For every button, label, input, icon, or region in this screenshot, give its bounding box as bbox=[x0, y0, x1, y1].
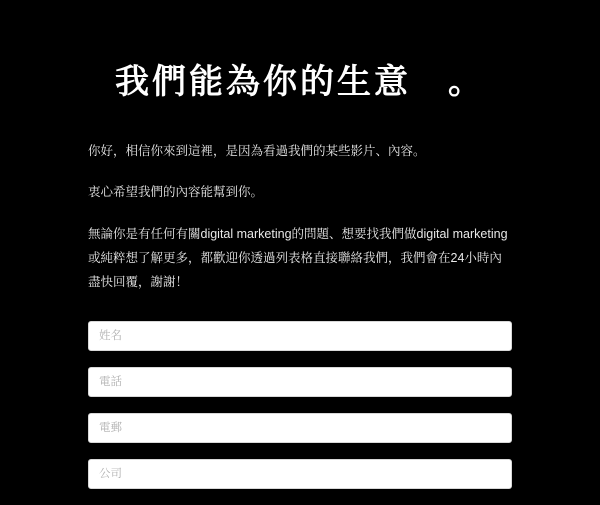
page-content bbox=[88, 0, 512, 505]
intro-paragraph-3: 無論你是有任何有關digital marketing的問題、想要找我們做digital marketing或純粹想了解更多，都歡迎你透過列表格直接聯絡我們，我們會在24小時內盡快回覆，謝謝！ bbox=[88, 226, 508, 290]
intro-paragraph-1: 你好，相信你來到這裡，是因為看過我們的某些影片、內容。 bbox=[88, 143, 426, 158]
name-field[interactable] bbox=[88, 321, 512, 351]
page-title: 我們能為你的生意 。 bbox=[115, 63, 485, 101]
phone-field[interactable] bbox=[88, 367, 512, 397]
email-field[interactable] bbox=[88, 413, 512, 443]
intro-text-block bbox=[88, 139, 512, 295]
intro-paragraph-2: 衷心希望我們的內容能幫到你。 bbox=[88, 185, 264, 200]
contact-form bbox=[88, 321, 512, 489]
company-field[interactable] bbox=[88, 459, 512, 489]
